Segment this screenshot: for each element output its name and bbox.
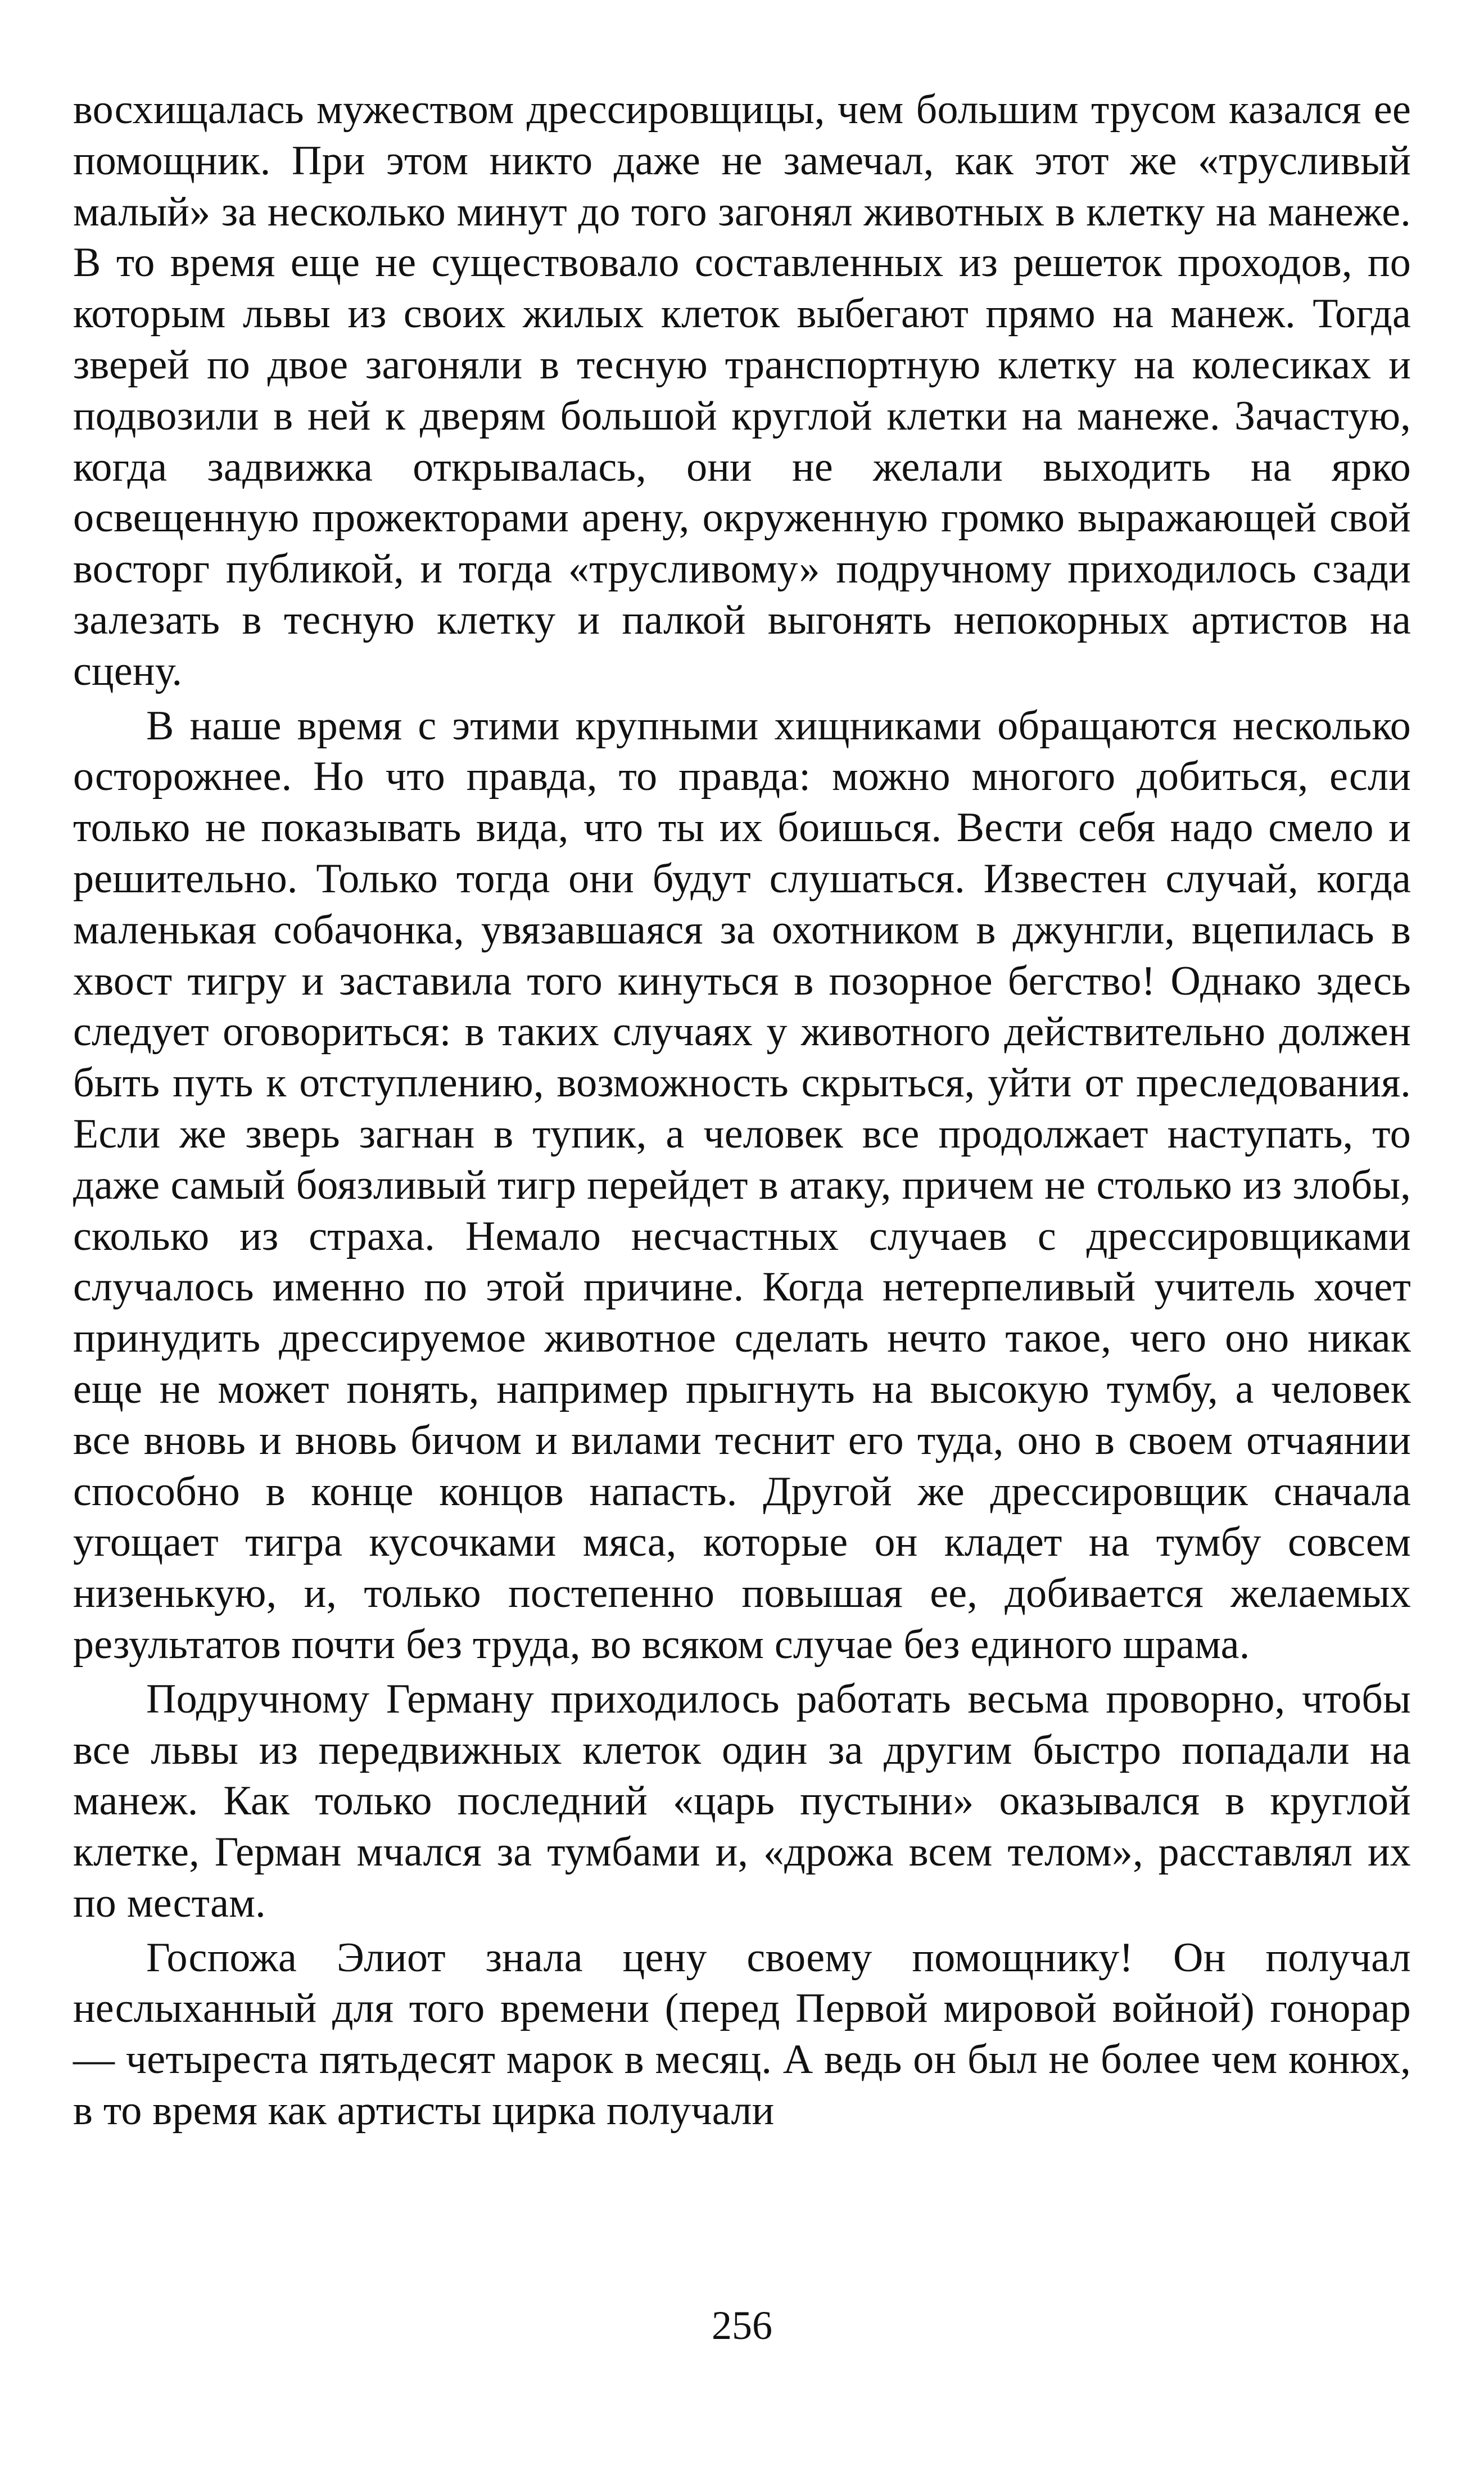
paragraph-3: Подручному Герману приходилось работать весьма проворно, чтобы все львы из передвижных клеток один за другим быстро попадали на манеж. Как только последний «царь пустыни» оказывался в круглой клетке, Герман мчался за тумбами и, «дрожа всем телом», расставлял их по местам. <box>73 1675 1411 1926</box>
paragraph-4: Госпожа Элиот знала цену своему помощнику! Он получал неслыханный для того времени (перед Первой мировой войной) гонорар — четыреста пятьдесят марок в месяц. А ведь он был не более чем конюх, в то время как артисты цирка получали <box>73 1934 1411 2134</box>
page-body <box>73 84 1411 2137</box>
page-number: 256 <box>712 2303 772 2348</box>
paragraph-1: восхищалась мужеством дрессировщицы, чем большим трусом казался ее помощник. При этом никто даже не замечал, как этот же «трусливый малый» за несколько минут до того загонял животных в клетку на манеже. В то время еще не существовало составленных из решеток проходов, по которым львы из своих жилых клеток выбегают прямо на манеж. Тогда зверей по двое загоняли в тесную транспортную клетку на колесиках и подвозили в ней к дверям большой круглой клетки на манеже. Зачастую, когда задвижка открывалась, они не желали выходить на ярко освещенную прожекторами арену, окруженную громко выражающей свой восторг публикой, и тогда «трусливому» подручному приходилось сзади залезать в тесную клетку и палкой выгонять непокорных артистов на сцену. <box>73 87 1411 694</box>
paragraph-2: В наше время с этими крупными хищниками обращаются несколько осторожнее. Но что правда, то правда: можно многого добиться, если только не показывать вида, что ты их боишься. Вести себя надо смело и решительно. Только тогда они будут слушаться. Известен случай, когда маленькая собачонка, увязавшаяся за охотником в джунгли, вцепилась в хвост тигру и заставила того кинуться в позорное бегство! Однако здесь следует оговориться: в таких случаях у животного действительно должен быть путь к отступлению, возможность скрыться, уйти от преследования. Если же зверь загнан в тупик, а человек все продолжает наступать, то даже самый боязливый тигр перейдет в атаку, причем не столько из злобы, сколько из страха. Немало несчастных случаев с дрессировщиками случалось именно по этой причине. Когда нетерпеливый учитель хочет принудить дрессируемое животное сделать нечто такое, чего оно никак еще не может понять, например прыгнуть на высокую тумбу, а человек все вновь и вновь бичом и вилами теснит его туда, оно в своем отчаянии способно в конце концов напасть. Другой же дрессировщик сначала угощает тигра кусочками мяса, которые он кладет на тумбу совсем низенькую, и, только постепенно повышая ее, добивается желаемых результатов почти без труда, во всяком случае без единого шрама. <box>73 702 1411 1668</box>
